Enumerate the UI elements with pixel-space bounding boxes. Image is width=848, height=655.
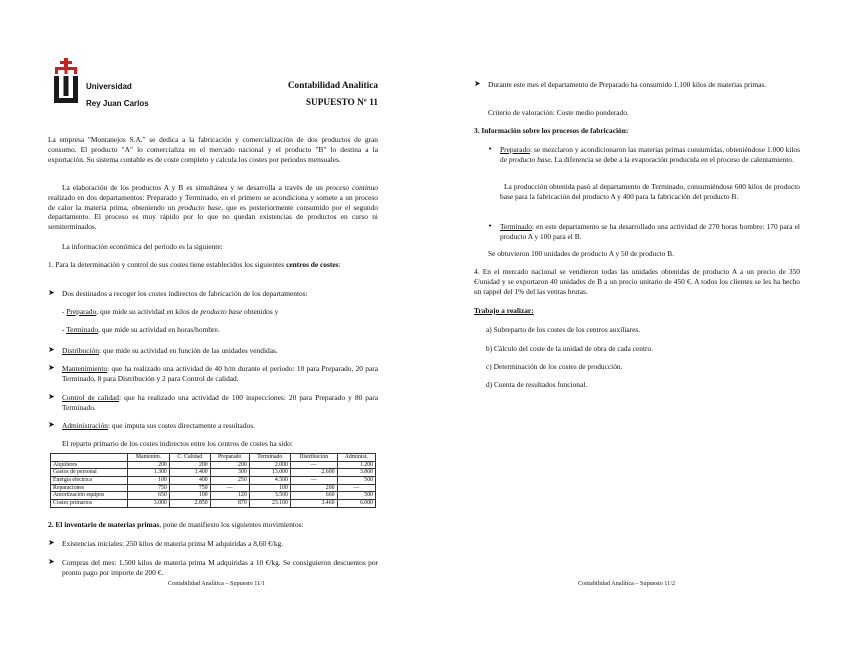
value-cell: 650 (128, 492, 170, 500)
reparto-intro: El reparto primario de los costes indirectos entre los centros de costes ha sido: (62, 439, 293, 448)
value-cell: 200 (290, 484, 337, 492)
control-calidad-item: Control de calidad: que ha realizado una actividad de 100 inspecciones: 20 para Preparado y 80 para Terminado. (62, 393, 378, 412)
value-cell: 23.100 (249, 499, 290, 507)
task-item: c) Determinación de los costes de producción. (486, 362, 623, 371)
process-paragraph: La elaboración de los productos A y B es simultánea y se desarrolla a través de un proceso continuo realizado en dos departamentos: Preparado y Terminado, en el primero se acondiciona y somete a un proceso de calor la materia prima, obteniendo un producto base, que es posteriormente consumido por el segundo departamento. El proceso es muy rápido por lo que no quedan existencias de productos en curso ni semiterminados. (48, 183, 378, 232)
arrow-icon: ➤ (48, 288, 55, 297)
table-row (51, 461, 376, 469)
table-row (51, 476, 376, 484)
value-cell: 200 (210, 461, 249, 469)
value-cell: 4.500 (249, 476, 290, 484)
value-cell: 500 (337, 492, 376, 500)
value-cell: 500 (337, 476, 376, 484)
table-row (51, 469, 376, 477)
value-cell: 100 (169, 492, 210, 500)
section-3: 3. Información sobre los procesos de fabricación: (474, 126, 629, 135)
arrow-icon: ➤ (48, 420, 55, 429)
criterio-text: Criterio de valoración: Coste medio ponderado. (488, 108, 629, 117)
administracion-item: Administración: que imputa sus costes directamente a resultados. (62, 421, 255, 430)
university-name-line1: Universidad (86, 82, 132, 91)
value-cell: — (290, 461, 337, 469)
table-header: Mantenim. (128, 454, 170, 462)
economic-info-intro: La información económica del período es la siguiente: (62, 242, 223, 251)
value-cell: 6.000 (337, 499, 376, 507)
value-cell: 2.850 (169, 499, 210, 507)
value-cell: 3.800 (337, 469, 376, 477)
case-title: SUPUESTO Nº 11 (305, 98, 378, 108)
arrow-icon: ➤ (48, 392, 55, 401)
preparado-item: - Preparado, que mide su actividad en kilos de producto base obtenidos y (62, 307, 279, 316)
table-header (51, 454, 128, 462)
arrow-icon: ➤ (48, 557, 55, 566)
table-header: Preparado (210, 454, 249, 462)
terminado-item: - Terminado, que mide su actividad en horas/hombre. (62, 325, 220, 334)
value-cell: 750 (169, 484, 210, 492)
value-cell: 2.600 (290, 469, 337, 477)
value-cell: 200 (128, 461, 170, 469)
existencias-item: Existencias iniciales: 250 kilos de materia prima M adquiridas a 8,60 €/kg. (62, 539, 284, 548)
table-header-row (51, 454, 376, 462)
university-logo (52, 58, 80, 110)
produccion-text: La producción obtenida pasó al departamento de Terminado, consumiéndose 600 kilos de producto base para la fabricación del producto A y 400 para la fabricación del producto B. (500, 182, 800, 201)
value-cell: 300 (210, 469, 249, 477)
value-cell: 100 (249, 484, 290, 492)
value-cell: 660 (290, 492, 337, 500)
subject-title: Contabilidad Analítica (287, 81, 378, 91)
intro-paragraph: La empresa "Montanejos S.A." se dedica a la fabricación y comercialización de dos productos de gran consumo. El producto "A" lo comercializa en el mercado nacional y el producto "B" lo destina a la exportación. Su sistema contable es de coste completo y calcula los costes por periodos mensuales. (48, 135, 378, 164)
table-header: Distribución (290, 454, 337, 462)
consumo-item: Durante este mes el departamento de Preparado ha consumido 1.100 kilos de materias primas. (488, 80, 767, 89)
value-cell: 3.500 (249, 492, 290, 500)
section-4: 4. En el mercado nacional se vendieron todas las unidades obtenidas de producto A a un precio de 350 €/unidad y se exportaron 40 unidades de B a un precio unitario de 450 €. A todos los clientes se les ha hecho un rappel del 1% del las ventas brutas. (474, 267, 800, 296)
cost-table (50, 453, 376, 508)
task-item: a) Subreparto de los costes de los centros auxiliares. (486, 325, 641, 334)
arrow-icon: ➤ (48, 538, 55, 547)
value-cell: 13.000 (249, 469, 290, 477)
table-row (51, 499, 376, 507)
value-cell: 250 (210, 476, 249, 484)
value-cell: 1.200 (337, 461, 376, 469)
value-cell: 2.000 (249, 461, 290, 469)
dest-item: Dos destinados a recoger los costes indirectos de fabricación de los departamentos: (62, 289, 308, 298)
table-row (51, 484, 376, 492)
page-footer: Contabilidad Analítica – Supuesto 11/2 (578, 580, 676, 587)
table-header: C. Calidad (169, 454, 210, 462)
row-label-cell: Gastos de personal (51, 469, 128, 477)
value-cell: 100 (128, 476, 170, 484)
distribucion-item: Distribución: que mide su actividad en función de las unidades vendidas. (62, 346, 278, 355)
value-cell: — (337, 484, 376, 492)
arrow-icon: ➤ (474, 79, 481, 88)
row-label-cell: Energía eléctrica (51, 476, 128, 484)
terminado-process: Terminado: en este departamento se ha desarrollado una actividad de 270 horas hombre: 170 para el producto A y 100 para el B. (500, 222, 800, 241)
row-label-cell: Reparaciones (51, 484, 128, 492)
compras-item: Compras del mes: 1.500 kilos de materia prima M adquiridas a 10 €/kg. Se consiguieron descuentos por pronto pago por importe de 200 €. (62, 558, 378, 577)
value-cell: 1.300 (128, 469, 170, 477)
task-item: d) Cuenta de resultados funcional. (486, 380, 588, 389)
row-label-cell: Alquileres (51, 461, 128, 469)
arrow-icon: ➤ (48, 363, 55, 372)
value-cell: — (210, 484, 249, 492)
table-header: Administ. (337, 454, 376, 462)
row-label-cell: Amortización equipos (51, 492, 128, 500)
section-2: 2. El inventario de materias primas, pone de manifiesto los siguientes movimientos: (48, 520, 304, 529)
row-label-cell: Costes primarios (51, 499, 128, 507)
mantenimiento-item: Mantenimiento: que ha realizado una actividad de 40 h/m durante el período: 10 para Preparado, 20 para Terminado, 8 para Distribución y 2 para Control de calidad. (62, 364, 378, 383)
arrow-icon: ➤ (48, 345, 55, 354)
table-header: Terminado (249, 454, 290, 462)
value-cell: 3.000 (128, 499, 170, 507)
value-cell: 750 (128, 484, 170, 492)
page-footer: Contabilidad Analítica – Supuesto 11/1 (168, 580, 266, 587)
trabajo-heading: Trabajo a realizar: (474, 306, 534, 315)
section-1: 1. Para la determinación y control de sus costes tiene establecidos los siguientes centros de costes: (48, 260, 341, 269)
value-cell: 3.460 (290, 499, 337, 507)
task-item: b) Cálculo del coste de la unidad de obra de cada centro. (486, 344, 654, 353)
value-cell: 870 (210, 499, 249, 507)
bullet-icon: • (488, 144, 493, 153)
value-cell: 200 (169, 461, 210, 469)
value-cell: 120 (210, 492, 249, 500)
value-cell: 1.400 (169, 469, 210, 477)
value-cell: 400 (169, 476, 210, 484)
preparado-process: Preparado: se mezclaron y acondicionaron las materias primas consumidas, obteniéndose 1.000 kilos de producto base. La diferencia se debe a la evaporación producida en el proceso de calentamiento. (500, 145, 800, 164)
obtuvieron-text: Se obtuvieron 100 unidades de producto A y 50 de producto B. (488, 249, 674, 258)
bullet-icon: • (488, 221, 493, 230)
table-row (51, 492, 376, 500)
university-name-line2: Rey Juan Carlos (86, 99, 149, 108)
value-cell: — (290, 476, 337, 484)
